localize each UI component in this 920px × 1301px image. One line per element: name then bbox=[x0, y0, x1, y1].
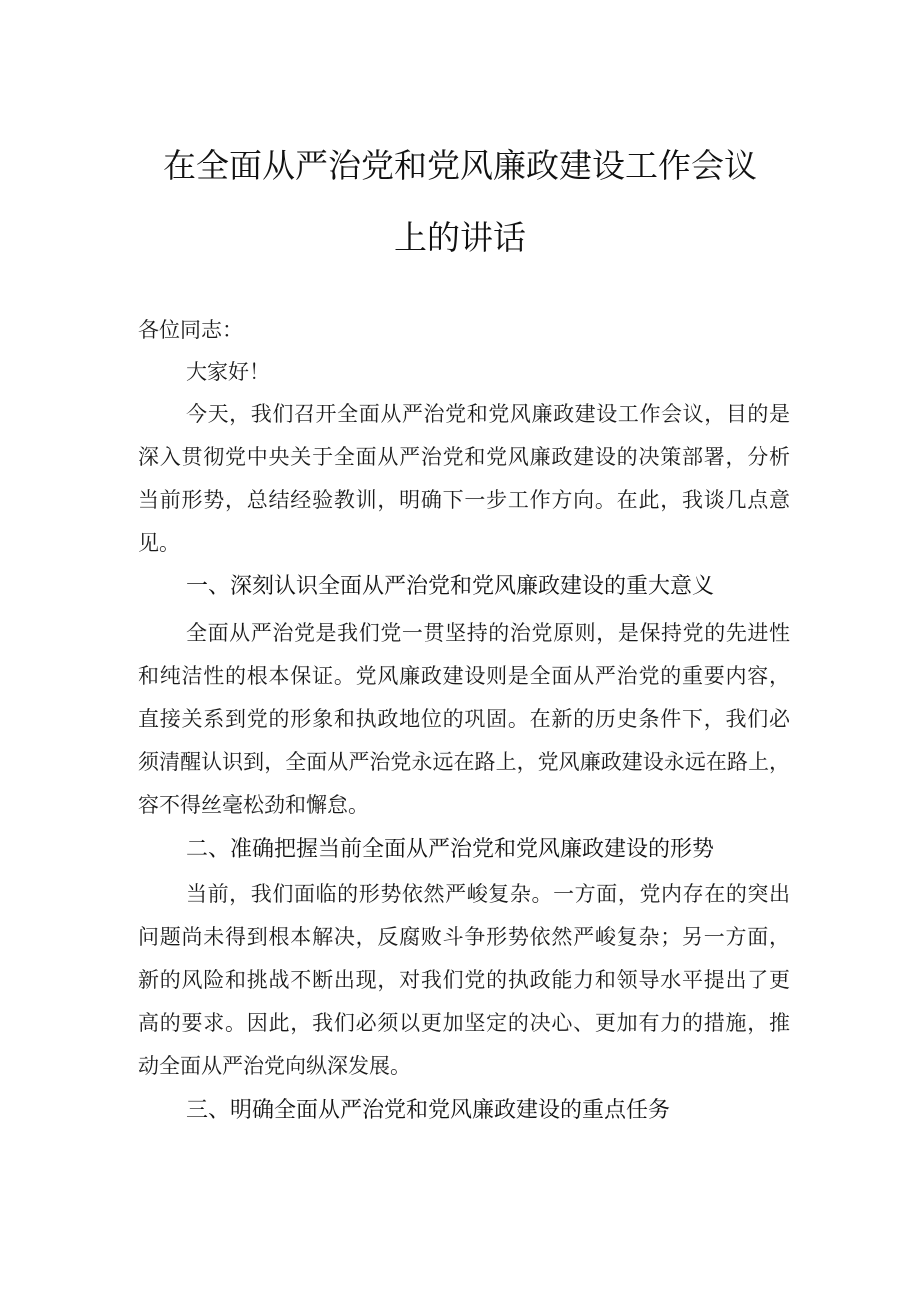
section-1-line-3: 直接关系到党的形象和执政地位的巩固。在新的历史条件下，我们必 bbox=[138, 707, 790, 731]
section-1-line-1: 全面从严治党是我们党一贯坚持的治党原则，是保持党的先进性 bbox=[186, 621, 790, 645]
section-2-line-1: 当前，我们面临的形势依然严峻复杂。一方面，党内存在的突出 bbox=[186, 882, 790, 906]
intro-line-2: 深入贯彻党中央关于全面从严治党和党风廉政建设的决策部署，分析 bbox=[138, 445, 790, 469]
document-title-line-1: 在全面从严治党和党风廉政建设工作会议 bbox=[163, 146, 757, 185]
section-2-line-3: 新的风险和挑战不断出现，对我们党的执政能力和领导水平提出了更 bbox=[138, 968, 790, 992]
intro-line-1: 今天，我们召开全面从严治党和党风廉政建设工作会议，目的是 bbox=[186, 402, 790, 426]
section-1-line-2: 和纯洁性的根本保证。党风廉政建设则是全面从严治党的重要内容， bbox=[138, 664, 790, 688]
intro-line-4: 见。 bbox=[138, 531, 180, 555]
intro-line-3: 当前形势，总结经验教训，明确下一步工作方向。在此，我谈几点意 bbox=[138, 488, 790, 512]
greeting: 大家好！ bbox=[186, 360, 270, 384]
section-heading-2: 二、准确把握当前全面从严治党和党风廉政建设的形势 bbox=[186, 837, 715, 862]
section-heading-3: 三、明确全面从严治党和党风廉政建设的重点任务 bbox=[186, 1098, 671, 1123]
document-title-line-2: 上的讲话 bbox=[394, 218, 526, 257]
section-2-line-2: 问题尚未得到根本解决，反腐败斗争形势依然严峻复杂；另一方面， bbox=[138, 925, 790, 949]
section-1-line-4: 须清醒认识到，全面从严治党永远在路上，党风廉政建设永远在路上， bbox=[138, 750, 790, 774]
section-2-line-4: 高的要求。因此，我们必须以更加坚定的决心、更加有力的措施，推 bbox=[138, 1011, 790, 1035]
section-1-line-5: 容不得丝毫松劲和懈怠。 bbox=[138, 793, 369, 817]
section-heading-1: 一、深刻认识全面从严治党和党风廉政建设的重大意义 bbox=[186, 574, 715, 599]
salutation: 各位同志： bbox=[138, 318, 243, 342]
section-2-line-5: 动全面从严治党向纵深发展。 bbox=[138, 1054, 411, 1078]
